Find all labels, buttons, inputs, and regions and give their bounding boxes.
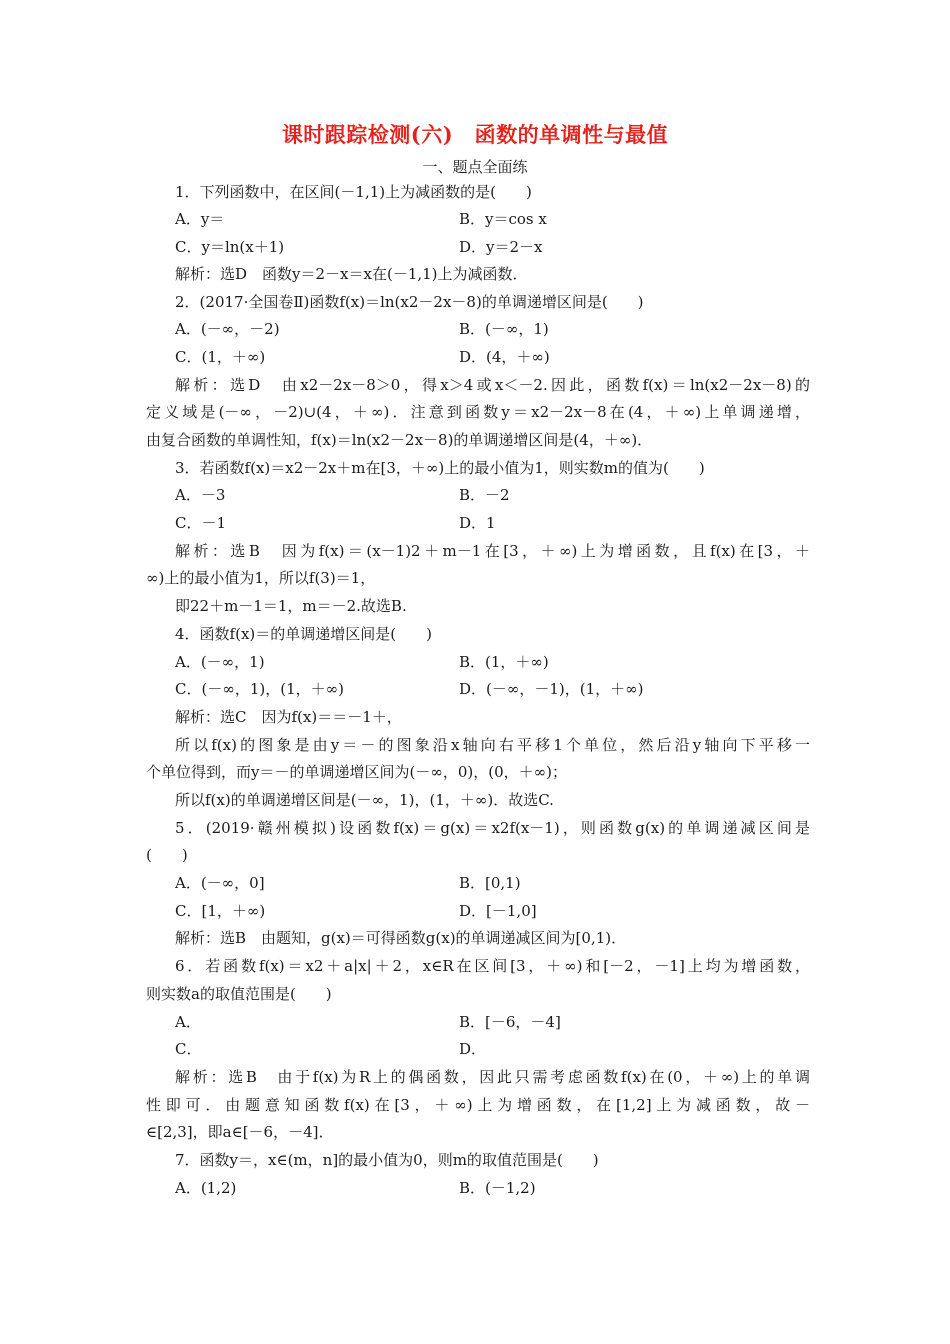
q6-option-d: D． — [459, 1040, 487, 1058]
q4-solution-line-4: 所以f(x)的单调递增区间是(－∞，1)，(1，＋∞)．故选C. — [175, 791, 554, 809]
q4-option-b: B．(1，＋∞) — [459, 653, 549, 671]
q2-option-c: C．(1，＋∞) — [175, 348, 266, 366]
q4-option-c: C．(－∞，1)，(1，＋∞) — [175, 680, 344, 698]
q1-option-b: B．y＝cos x — [459, 210, 547, 228]
q1-solution: 解析：选D 函数y＝2－x＝x在(－1,1)上为减函数． — [175, 265, 528, 283]
q5-solution: 解析：选B 由题知，g(x)＝可得函数g(x)的单调递减区间为[0,1)． — [175, 929, 627, 947]
question-1: 1．下列函数中，在区间(－1,1)上为减函数的是( ) — [175, 183, 532, 201]
q2-option-b: B．(－∞，1) — [459, 320, 549, 338]
q4-solution-line-1: 解析：选C 因为f(x)＝＝－1＋， — [175, 708, 402, 726]
q1-option-d: D．y＝2－x — [459, 238, 543, 256]
q3-solution-line-2: ∞)上的最小值为1，所以f(3)＝1， — [146, 569, 376, 587]
q3-option-c: C．－1 — [175, 514, 227, 532]
q1-option-a: A．y＝ — [175, 210, 225, 228]
q3-option-a: A．－3 — [175, 486, 226, 504]
q5-option-c: C．[1，＋∞) — [175, 902, 266, 920]
question-4: 4．函数f(x)＝的单调递增区间是( ) — [175, 625, 432, 643]
question-6: 6．若函数f(x)＝x2＋a|x|＋2，x∈R在区间[3，＋∞)和[－2，－1]上均为增函数， — [175, 957, 810, 975]
question-6-cont: 则实数a的取值范围是( ) — [146, 985, 332, 1003]
q5-option-d: D．[－1,0] — [459, 902, 537, 920]
question-2: 2．(2017·全国卷Ⅱ)函数f(x)＝ln(x2－2x－8)的单调递增区间是( ) — [175, 293, 644, 311]
q5-option-a: A．(－∞，0] — [175, 874, 265, 892]
q6-option-a: A． — [175, 1013, 201, 1031]
q2-option-a: A．(－∞，－2) — [175, 320, 280, 338]
q6-option-c: C． — [175, 1040, 202, 1058]
q4-solution-line-3: 个单位得到，而y＝－的单调递增区间为(－∞，0)，(0，＋∞)； — [146, 763, 567, 781]
question-5-cont: ( ) — [146, 846, 188, 864]
section-heading: 一、题点全面练 — [422, 158, 528, 176]
q4-option-d: D．(－∞，－1)，(1，＋∞) — [459, 680, 644, 698]
q7-option-b: B．(－1,2) — [459, 1179, 536, 1197]
question-3: 3．若函数f(x)＝x2－2x＋m在[3，＋∞)上的最小值为1，则实数m的值为( ) — [175, 459, 705, 477]
q4-option-a: A．(－∞，1) — [175, 653, 265, 671]
q6-solution-line-1: 解析：选B 由于f(x)为R上的偶函数，因此只需考虑函数f(x)在(0，＋∞)上的单调 — [175, 1068, 810, 1086]
q3-solution-line-1: 解析：选B 因为f(x)＝(x－1)2＋m－1在[3，＋∞)上为增函数，且f(x)在[3，＋ — [175, 542, 810, 560]
q4-solution-line-2: 所以f(x)的图象是由y＝－的图象沿x轴向右平移1个单位，然后沿y轴向下平移一 — [175, 736, 810, 754]
q7-option-a: A．(1,2) — [175, 1179, 237, 1197]
q3-solution-line-3: 即22＋m－1＝1，m＝－2.故选B. — [175, 597, 407, 615]
q2-solution-line-3: 由复合函数的单调性知，f(x)＝ln(x2－2x－8)的单调递增区间是(4，＋∞)． — [146, 431, 653, 449]
q3-option-d: D．1 — [459, 514, 496, 532]
q6-solution-line-2: 性即可．由题意知函数f(x)在[3，＋∞)上为增函数，在[1,2]上为减函数，故－ — [146, 1096, 810, 1114]
q6-option-b: B．[－6，－4] — [459, 1013, 561, 1031]
q5-option-b: B．[0,1) — [459, 874, 521, 892]
page-title: 课时跟踪检测(六) 函数的单调性与最值 — [281, 122, 669, 147]
q6-solution-line-3: ∈[2,3]，即a∈[－6，－4]． — [146, 1123, 334, 1141]
question-5: 5．(2019·赣州模拟)设函数f(x)＝g(x)＝x2f(x－1)，则函数g(x)的单调递减区间是 — [175, 819, 810, 837]
q3-option-b: B．－2 — [459, 486, 510, 504]
q2-option-d: D．(4，＋∞) — [459, 348, 550, 366]
q2-solution-line-1: 解析：选D 由x2－2x－8＞0，得x＞4或x＜－2.因此，函数f(x)＝ln(x2－2x－8)的 — [175, 376, 810, 394]
q2-solution-line-2: 定义域是(－∞，－2)∪(4，＋∞)．注意到函数y＝x2－2x－8在(4，＋∞)上单调递增， — [146, 403, 810, 421]
question-7: 7．函数y＝，x∈(m，n]的最小值为0，则m的取值范围是( ) — [175, 1151, 599, 1169]
q1-option-c: C．y＝ln(x＋1) — [175, 238, 285, 256]
